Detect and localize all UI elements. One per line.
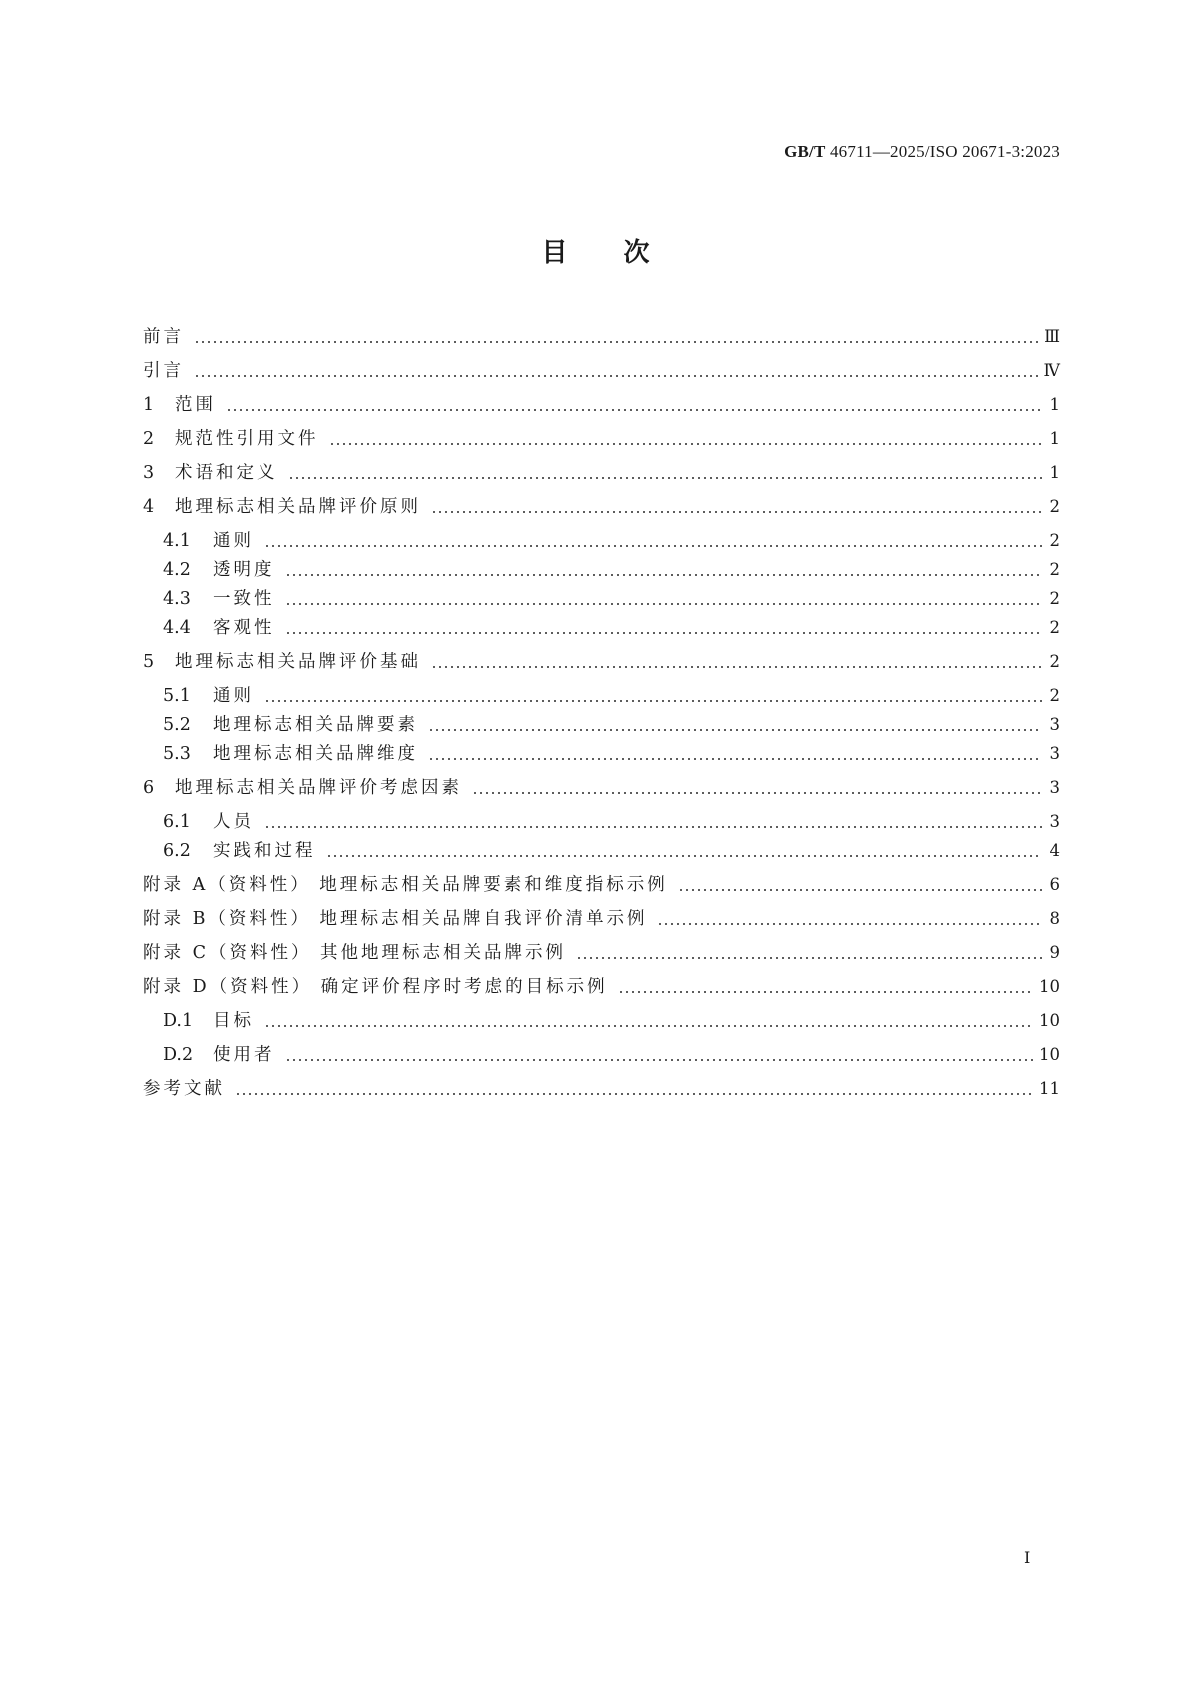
- toc-entry-4-2[interactable]: [163, 551, 1060, 581]
- toc-label: 前言: [143, 327, 184, 347]
- toc-page: 6: [1049, 875, 1060, 894]
- toc-num: D.2: [163, 1045, 194, 1065]
- leader-dots: [576, 957, 1042, 959]
- toc-label: 地理标志相关品牌评价原则: [175, 497, 421, 517]
- page-number: Ⅰ: [1024, 1548, 1031, 1567]
- toc-entry-foreword[interactable]: [143, 318, 1060, 348]
- toc-label: 透明度: [213, 560, 275, 580]
- toc-page: Ⅲ: [1044, 327, 1060, 346]
- toc-label: 参考文献: [143, 1079, 225, 1099]
- toc-page: 11: [1039, 1079, 1060, 1098]
- toc-num: 5: [143, 652, 155, 672]
- toc-num: 2: [143, 429, 155, 449]
- toc-num: 5.2: [163, 715, 191, 735]
- toc-label: 附录 B（资料性） 地理标志相关品牌自我评价清单示例: [143, 909, 648, 929]
- toc-entry-5-2[interactable]: [163, 706, 1060, 736]
- toc-num: 4.3: [163, 589, 191, 609]
- toc-entry-6-1[interactable]: [163, 803, 1060, 833]
- leader-dots: [678, 889, 1042, 891]
- toc-page: 2: [1049, 686, 1060, 705]
- toc-label: 范围: [175, 395, 216, 415]
- toc-num: 5.3: [163, 744, 191, 764]
- toc-page: 2: [1049, 531, 1060, 550]
- leader-dots: [235, 1093, 1033, 1095]
- toc-page: 1: [1049, 463, 1060, 482]
- toc-entry-4-4[interactable]: [163, 609, 1060, 639]
- toc-entry-annex-a[interactable]: [143, 866, 1060, 896]
- leader-dots: [264, 1025, 1033, 1027]
- toc-entry-annex-b[interactable]: [143, 900, 1060, 930]
- toc-num: 6.2: [163, 841, 191, 861]
- toc-entry-4-1[interactable]: [163, 522, 1060, 552]
- leader-dots: [428, 758, 1042, 760]
- leader-dots: [288, 477, 1043, 479]
- toc-page: 4: [1049, 841, 1060, 860]
- page-title: 目次: [541, 238, 706, 268]
- leader-dots: [431, 511, 1042, 513]
- toc-num: 4.4: [163, 618, 191, 638]
- toc-num: D.1: [163, 1011, 194, 1031]
- toc-entry-introduction[interactable]: [143, 352, 1060, 382]
- toc-label: 规范性引用文件: [175, 429, 319, 449]
- toc-num: 1: [143, 395, 155, 415]
- toc-page: 2: [1049, 497, 1060, 516]
- toc-num: 6: [143, 778, 155, 798]
- leader-dots: [194, 375, 1038, 377]
- toc-entry-2[interactable]: [143, 420, 1060, 450]
- toc-page: 2: [1049, 618, 1060, 637]
- toc-label: 一致性: [213, 589, 275, 609]
- toc-page: 2: [1049, 589, 1060, 608]
- toc-label: 附录 A（资料性） 地理标志相关品牌要素和维度指标示例: [143, 875, 668, 895]
- leader-dots: [657, 923, 1042, 925]
- toc-label: 人员: [213, 812, 254, 832]
- leader-dots: [285, 632, 1043, 634]
- leader-dots: [285, 574, 1043, 576]
- toc-label: 通则: [213, 686, 254, 706]
- toc-label: 目标: [213, 1011, 254, 1031]
- leader-dots: [326, 855, 1043, 857]
- toc-page: 1: [1049, 429, 1060, 448]
- toc-label: 附录 C（资料性） 其他地理标志相关品牌示例: [143, 943, 567, 963]
- toc-entry-5-1[interactable]: [163, 677, 1060, 707]
- toc-num: 4: [143, 497, 155, 517]
- toc-num: 4.1: [163, 531, 191, 551]
- toc-label: 使用者: [213, 1045, 275, 1065]
- leader-dots: [264, 700, 1042, 702]
- toc-page: 2: [1049, 652, 1060, 671]
- toc-label: 术语和定义: [175, 463, 278, 483]
- toc-label: 地理标志相关品牌评价基础: [175, 652, 421, 672]
- leader-dots: [428, 729, 1042, 731]
- leader-dots: [329, 443, 1043, 445]
- leader-dots: [431, 666, 1042, 668]
- leader-dots: [194, 341, 1038, 343]
- toc-entry-3[interactable]: [143, 454, 1060, 484]
- toc-page: 10: [1039, 1045, 1060, 1064]
- toc-label: 地理标志相关品牌评价考虑因素: [175, 778, 462, 798]
- toc-entry-d-2[interactable]: [163, 1036, 1060, 1066]
- toc-label: 地理标志相关品牌要素: [213, 715, 418, 735]
- toc-entry-4[interactable]: [143, 488, 1060, 518]
- toc-num: 5.1: [163, 686, 191, 706]
- toc-entry-annex-c[interactable]: [143, 934, 1060, 964]
- toc-label: 附录 D（资料性） 确定评价程序时考虑的目标示例: [143, 977, 608, 997]
- toc-entry-bibliography[interactable]: [143, 1070, 1060, 1100]
- toc-num: 4.2: [163, 560, 191, 580]
- toc-entry-4-3[interactable]: [163, 580, 1060, 610]
- toc-num: 3: [143, 463, 155, 483]
- standard-code: [784, 142, 1060, 162]
- leader-dots: [472, 792, 1042, 794]
- toc-label: 实践和过程: [213, 841, 316, 861]
- leader-dots: [285, 603, 1043, 605]
- leader-dots: [618, 991, 1033, 993]
- toc-page: 3: [1049, 812, 1060, 831]
- toc-page: 1: [1049, 395, 1060, 414]
- leader-dots: [285, 1059, 1034, 1061]
- leader-dots: [226, 409, 1042, 411]
- toc-entry-annex-d[interactable]: [143, 968, 1060, 998]
- toc-entry-6-2[interactable]: [163, 832, 1060, 862]
- toc-page: 8: [1049, 909, 1060, 928]
- toc-page: 3: [1049, 778, 1060, 797]
- toc-page: 2: [1049, 560, 1060, 579]
- leader-dots: [264, 826, 1042, 828]
- toc-page: 3: [1049, 715, 1060, 734]
- toc-entry-6[interactable]: [143, 769, 1060, 799]
- toc-label: 引言: [143, 361, 184, 381]
- toc-page: Ⅳ: [1043, 361, 1060, 380]
- standard-code-prefix: GB/T: [784, 142, 826, 161]
- leader-dots: [264, 545, 1042, 547]
- toc-entry-1[interactable]: [143, 386, 1060, 416]
- toc-label: 通则: [213, 531, 254, 551]
- toc-entry-5[interactable]: [143, 643, 1060, 673]
- toc-page: 10: [1039, 977, 1060, 996]
- standard-code-number: 46711—2025/ISO 20671-3:2023: [829, 142, 1060, 161]
- toc-page: 9: [1049, 943, 1060, 962]
- toc-entry-d-1[interactable]: [163, 1002, 1060, 1032]
- toc-label: 客观性: [213, 618, 275, 638]
- toc-num: 6.1: [163, 812, 191, 832]
- toc-label: 地理标志相关品牌维度: [213, 744, 418, 764]
- toc-page: 3: [1049, 744, 1060, 763]
- toc-page: 10: [1039, 1011, 1060, 1030]
- toc-entry-5-3[interactable]: [163, 735, 1060, 765]
